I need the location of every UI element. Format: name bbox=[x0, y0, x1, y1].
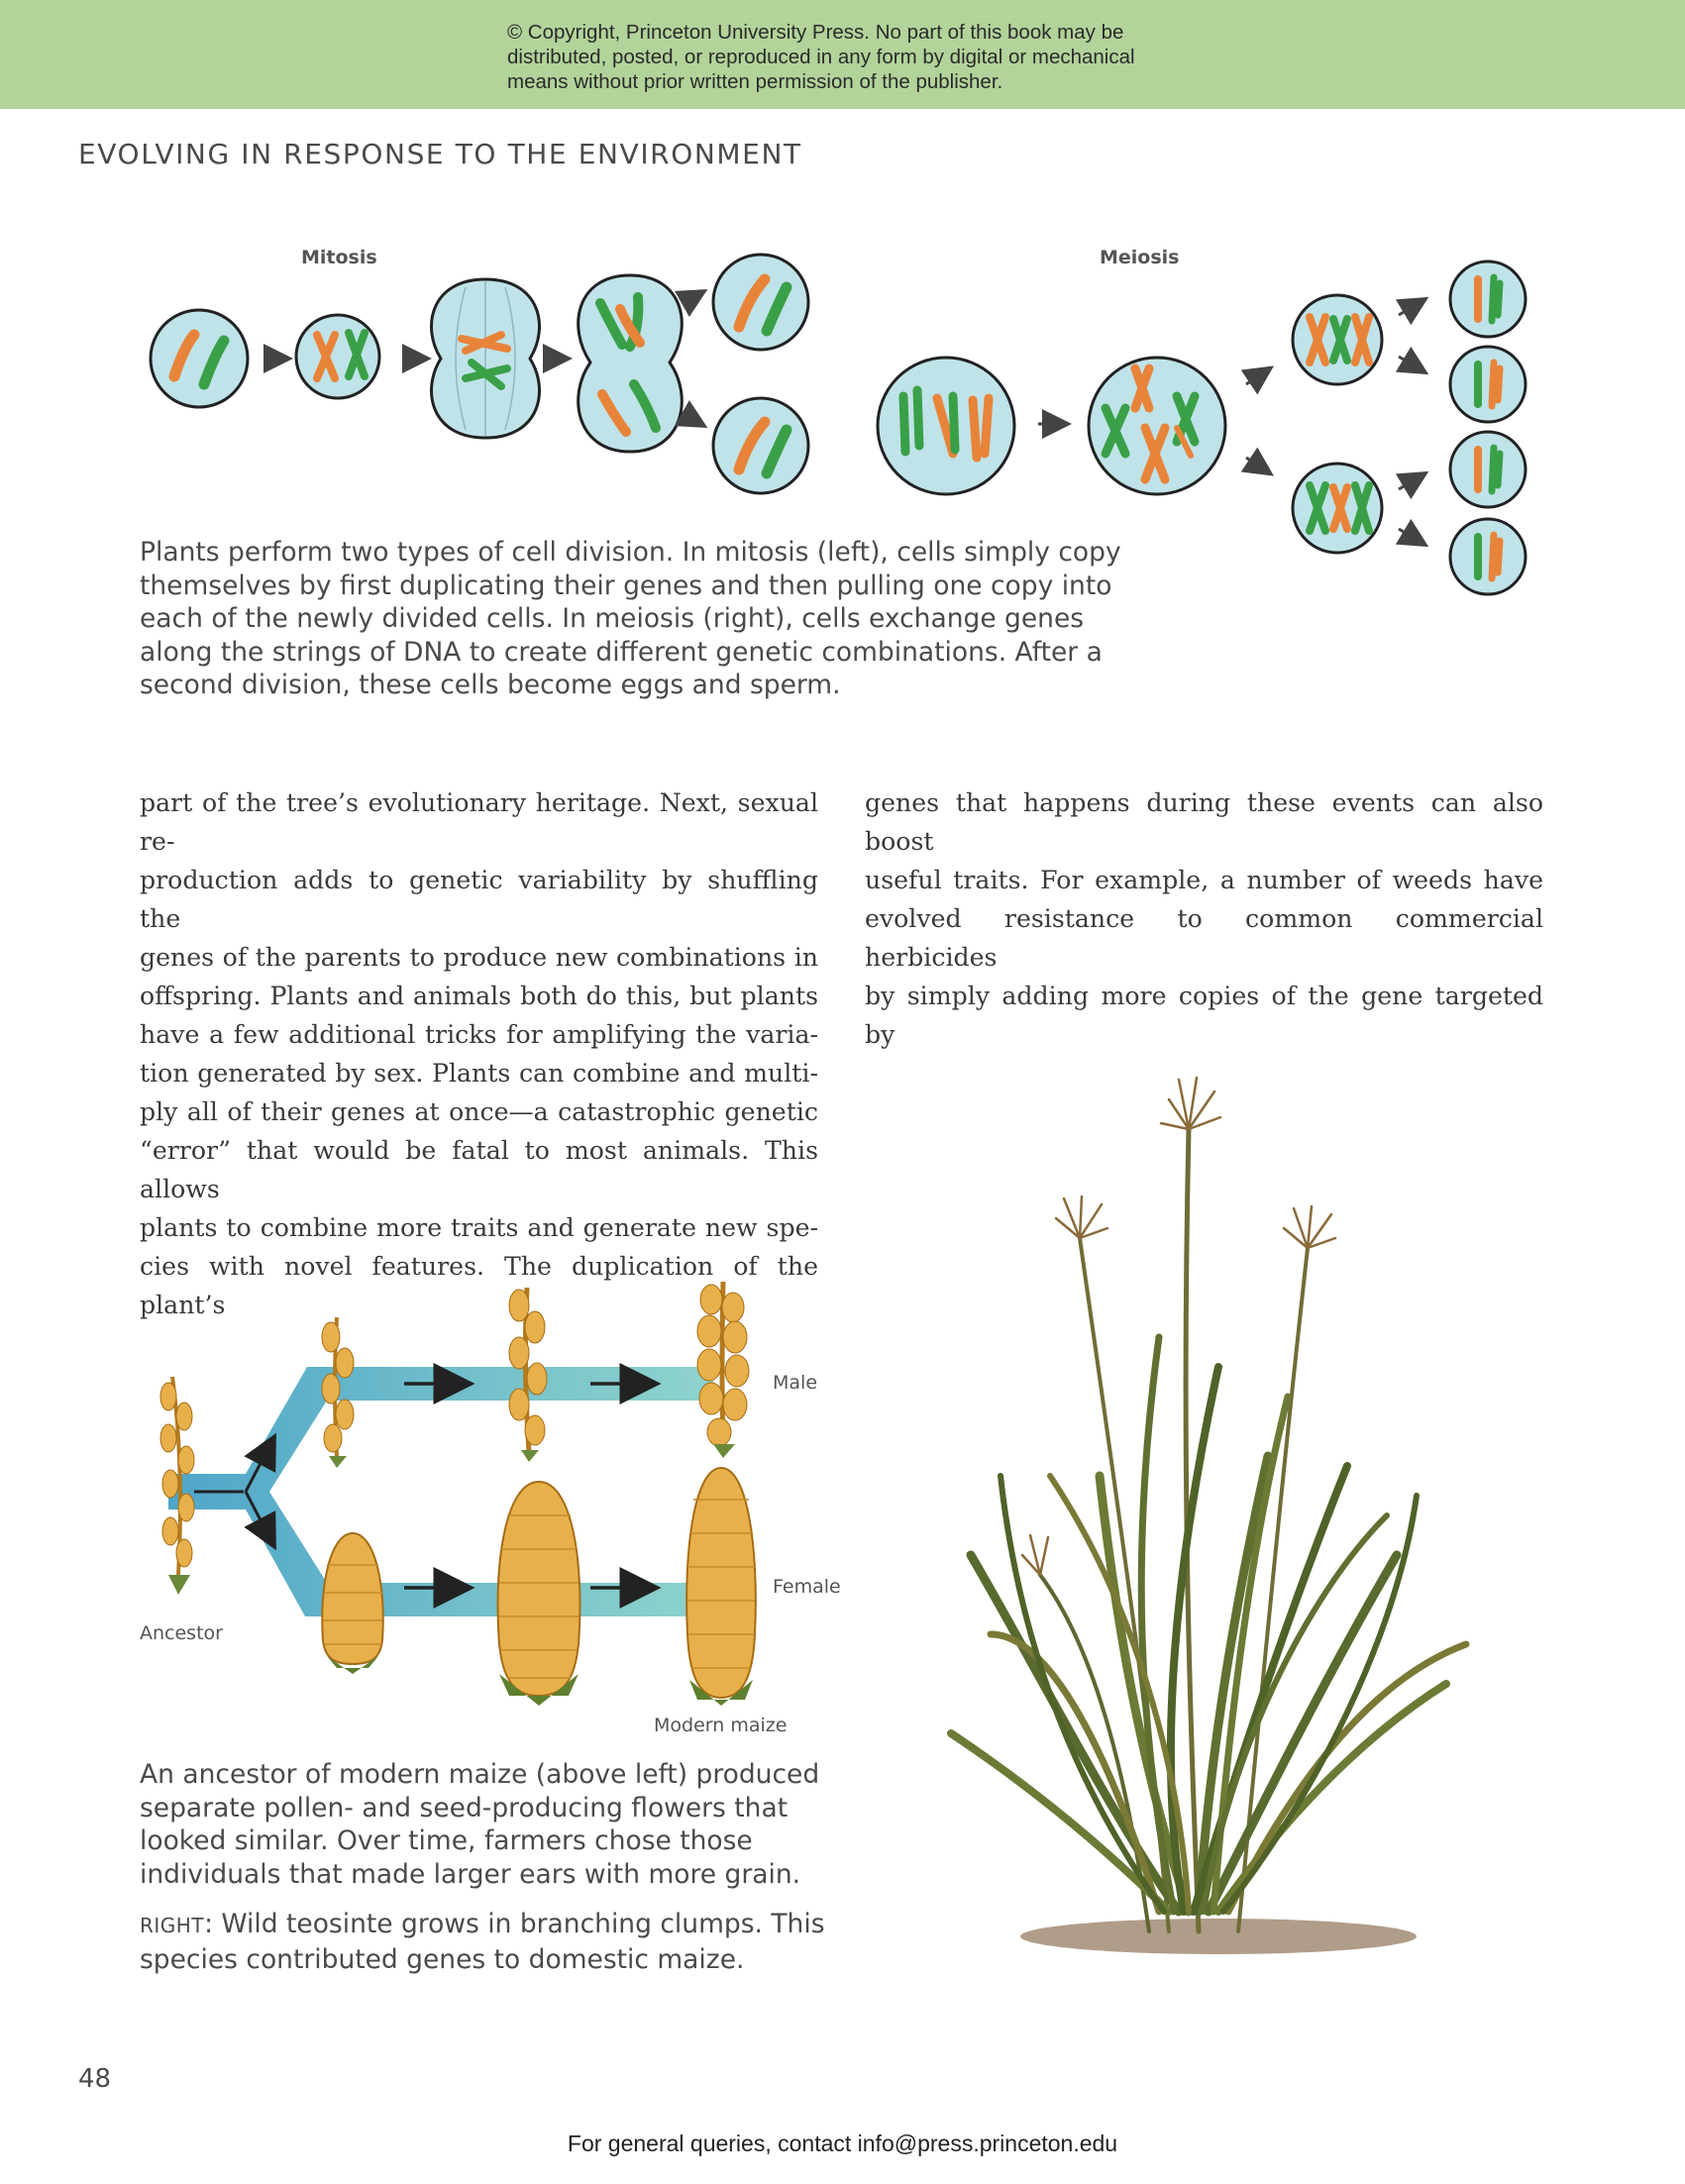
body-line: plants to combine more traits and generate new spe- bbox=[140, 1213, 818, 1242]
body-line: production adds to genetic variability by shuffling the bbox=[140, 866, 818, 933]
caption-line: individuals that made larger ears with more grain. bbox=[140, 1858, 801, 1890]
meiosis-gamete-cell bbox=[1450, 432, 1526, 507]
body-line: useful traits. For example, a number of weeds have bbox=[865, 866, 1543, 894]
copyright-line: distributed, posted, or reproduced in any form by digital or mechanical bbox=[507, 46, 1135, 68]
teosinte-caption bbox=[140, 1908, 833, 1976]
female-ear-icon bbox=[322, 1533, 383, 1674]
arrow-icon bbox=[1246, 458, 1264, 469]
page-number: 48 bbox=[78, 2064, 112, 2094]
caption-line bbox=[140, 1908, 833, 1943]
female-ear-icon bbox=[686, 1468, 756, 1706]
lineage-paths bbox=[168, 1367, 713, 1616]
caption-line: species contributed genes to domestic maize. bbox=[140, 1943, 745, 1975]
footer-contact: For general queries, contact info@press.princeton.edu bbox=[567, 2131, 1118, 2156]
body-line: cies with novel features. The duplication of the plant’s bbox=[140, 1252, 818, 1319]
ancestor-label: Ancestor bbox=[140, 1622, 223, 1644]
caption-line: each of the newly divided cells. In meiosis (right), cells exchange genes bbox=[140, 603, 1085, 634]
copyright-line: © Copyright, Princeton University Press. No part of this book may be bbox=[507, 21, 1124, 44]
arrow-icon bbox=[1399, 529, 1419, 541]
arrow-icon bbox=[1246, 372, 1264, 384]
body-line: genes of the parents to produce new combinations in bbox=[140, 943, 818, 972]
right-label: RIGHT bbox=[140, 1914, 205, 1937]
caption-text: : Wild teosinte grows in branching clumps. This bbox=[204, 1909, 825, 1939]
body-line: tion generated by sex. Plants can combine and multi- bbox=[140, 1059, 818, 1088]
meiosis-label: Meiosis bbox=[1100, 247, 1180, 268]
arrow-icon bbox=[1399, 303, 1419, 315]
meiosis-daughter-cell bbox=[1293, 464, 1382, 553]
body-line: have a few additional tricks for amplifying the varia- bbox=[140, 1020, 818, 1049]
meiosis-gamete-cell bbox=[1450, 347, 1526, 422]
maize-evolution-diagram bbox=[0, 0, 892, 1743]
mitosis-label: Mitosis bbox=[301, 247, 377, 268]
maize-caption bbox=[140, 1758, 833, 1891]
body-line: by simply adding more copies of the gene targeted by bbox=[865, 982, 1543, 1049]
caption-line: Plants perform two types of cell division. In mitosis (left), cells simply copy bbox=[140, 537, 1121, 568]
modern-maize-label: Modern maize bbox=[654, 1715, 788, 1736]
caption-line: along the strings of DNA to create different genetic combinations. After a bbox=[140, 636, 1103, 668]
caption-line: separate pollen- and seed-producing flowers that bbox=[140, 1792, 789, 1823]
male-tassel-icon bbox=[697, 1282, 749, 1458]
arrow-icon bbox=[1399, 477, 1419, 489]
female-label: Female bbox=[773, 1576, 841, 1598]
running-head: EVOLVING IN RESPONSE TO THE ENVIRONMENT bbox=[78, 138, 802, 170]
body-line: evolved resistance to common commercial herbicides bbox=[865, 904, 1543, 972]
caption-line: second division, these cells become eggs and sperm. bbox=[140, 670, 841, 700]
male-label: Male bbox=[773, 1372, 818, 1394]
body-line: ply all of their genes at once—a catastrophic genetic bbox=[140, 1097, 818, 1126]
copyright-line: means without prior written permission of the publisher. bbox=[507, 70, 1003, 93]
caption-line: looked similar. Over time, farmers chose those bbox=[140, 1825, 753, 1856]
body-column-right bbox=[865, 783, 1543, 1054]
meiosis-parent-cell bbox=[878, 358, 1014, 494]
female-ear-icon bbox=[498, 1482, 580, 1706]
caption-line: themselves by first duplicating their genes and then pulling one copy into bbox=[140, 570, 1112, 601]
meiosis-gamete-cell bbox=[1450, 261, 1526, 337]
body-line: “error” that would be fatal to most animals. This allows bbox=[140, 1136, 818, 1203]
meiosis-gamete-cell bbox=[1450, 519, 1526, 594]
caption-line: An ancestor of modern maize (above left) produced bbox=[140, 1759, 820, 1790]
body-line: genes that happens during these events can also boost bbox=[865, 788, 1543, 856]
arrow-icon bbox=[1399, 357, 1419, 368]
teosinte-grass-illustration bbox=[931, 1040, 1486, 1961]
meiosis-daughter-cell bbox=[1293, 295, 1382, 384]
meiosis-crossover-cell bbox=[1089, 358, 1225, 494]
body-line: offspring. Plants and animals both do this, but plants bbox=[140, 982, 818, 1010]
body-line: part of the tree’s evolutionary heritage. Next, sexual re- bbox=[140, 788, 818, 856]
